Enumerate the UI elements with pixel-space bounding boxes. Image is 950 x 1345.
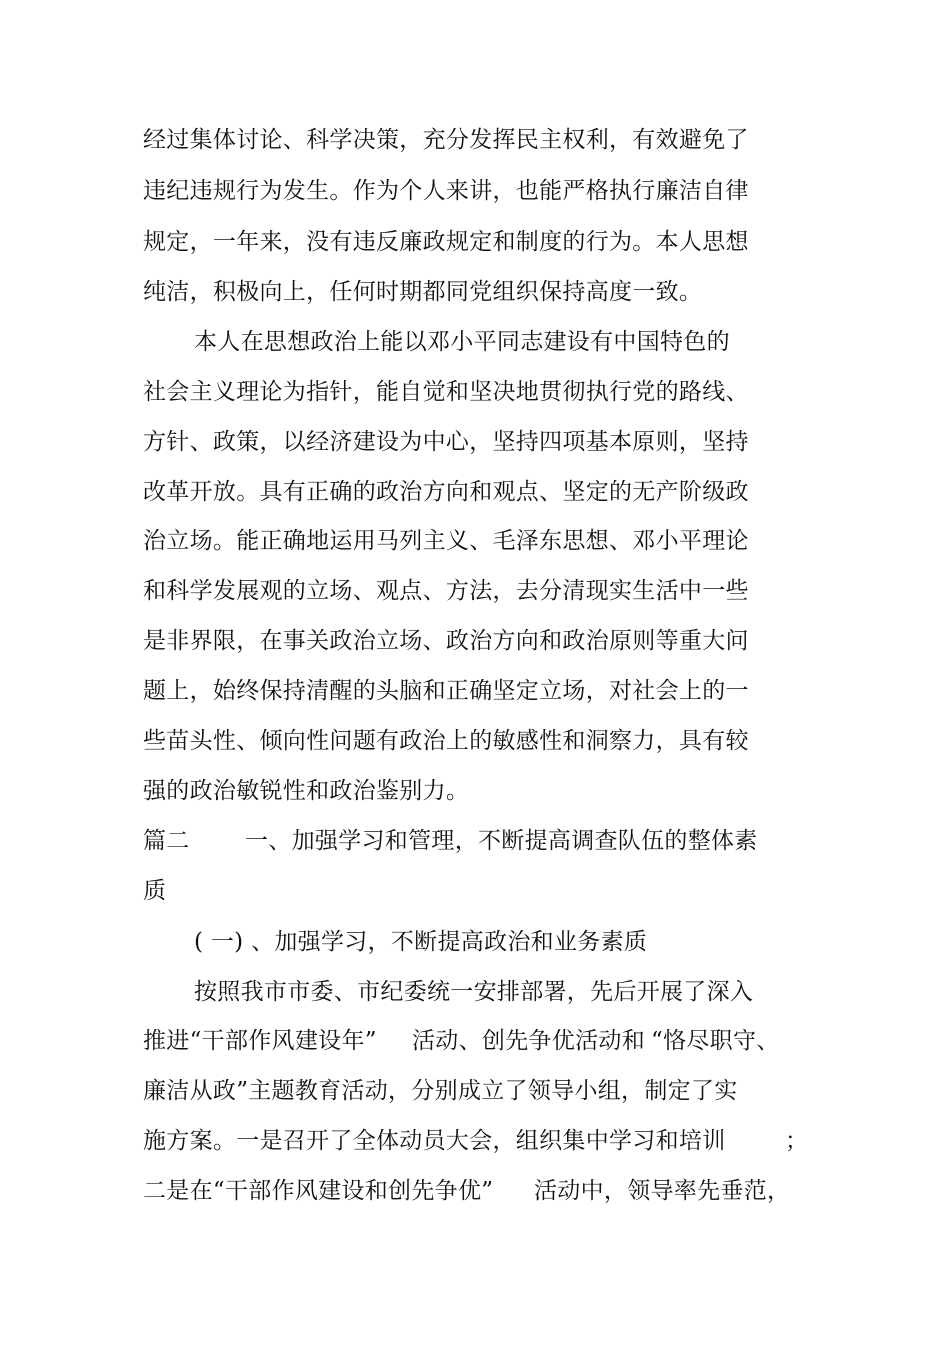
text-line: 违纪违规行为发生。作为个人来讲，也能严格执行廉洁自律 [143, 178, 749, 204]
text-line: 本人在思想政治上能以邓小平同志建设有中国特色的 [194, 329, 730, 355]
text-line: 廉洁从政”主题教育活动，分别成立了领导小组，制定了实 [143, 1078, 738, 1104]
text-line: ； [785, 1128, 809, 1154]
text-line: 纯洁，积极向上，任何时期都同党组织保持高度一致。 [143, 279, 703, 305]
text-line: 强的政治敏锐性和政治鉴别力。 [143, 778, 470, 804]
text-line: 规定，一年来，没有违反廉政规定和制度的行为。本人思想 [143, 229, 749, 255]
section-label: 篇二 [143, 828, 190, 854]
text-line: 和科学发展观的立场、观点、方法，去分清现实生活中一些 [143, 578, 749, 604]
text-line: 活动中，领导率先垂范， [534, 1178, 791, 1204]
text-line: 二是在“干部作风建设和创先争优” [143, 1178, 494, 1204]
text-line: “恪尽职守、 [651, 1028, 780, 1054]
text-line: 是非界限，在事关政治立场、政治方向和政治原则等重大问 [143, 628, 749, 654]
subsection-heading: ( 一) 、加强学习，不断提高政治和业务素质 [194, 929, 648, 955]
text-line: 方针、政策，以经济建设为中心，坚持四项基本原则，坚持 [143, 429, 749, 455]
text-line: 社会主义理论为指针，能自觉和坚决地贯彻执行党的路线、 [143, 379, 749, 405]
text-line: 活动、创先争优活动和 [412, 1028, 645, 1054]
text-line: 推进“干部作风建设年” [143, 1028, 377, 1054]
section-heading-continuation: 质 [143, 878, 167, 904]
text-line: 改革开放。具有正确的政治方向和观点、坚定的无产阶级政 [143, 479, 749, 505]
text-line: 施方案。一是召开了全体动员大会，组织集中学习和培训 [143, 1128, 726, 1154]
text-line: 治立场。能正确地运用马列主义、毛泽东思想、邓小平理论 [143, 528, 749, 554]
text-line: 些苗头性、倾向性问题有政治上的敏感性和洞察力，具有较 [143, 728, 749, 754]
text-line: 按照我市市委、市纪委统一安排部署，先后开展了深入 [194, 979, 754, 1005]
text-line: 经过集体讨论、科学决策，充分发挥民主权利，有效避免了 [143, 127, 749, 153]
text-line: 题上，始终保持清醒的头脑和正确坚定立场，对社会上的一 [143, 678, 749, 704]
section-heading: 一、加强学习和管理，不断提高调查队伍的整体素 [245, 828, 758, 854]
